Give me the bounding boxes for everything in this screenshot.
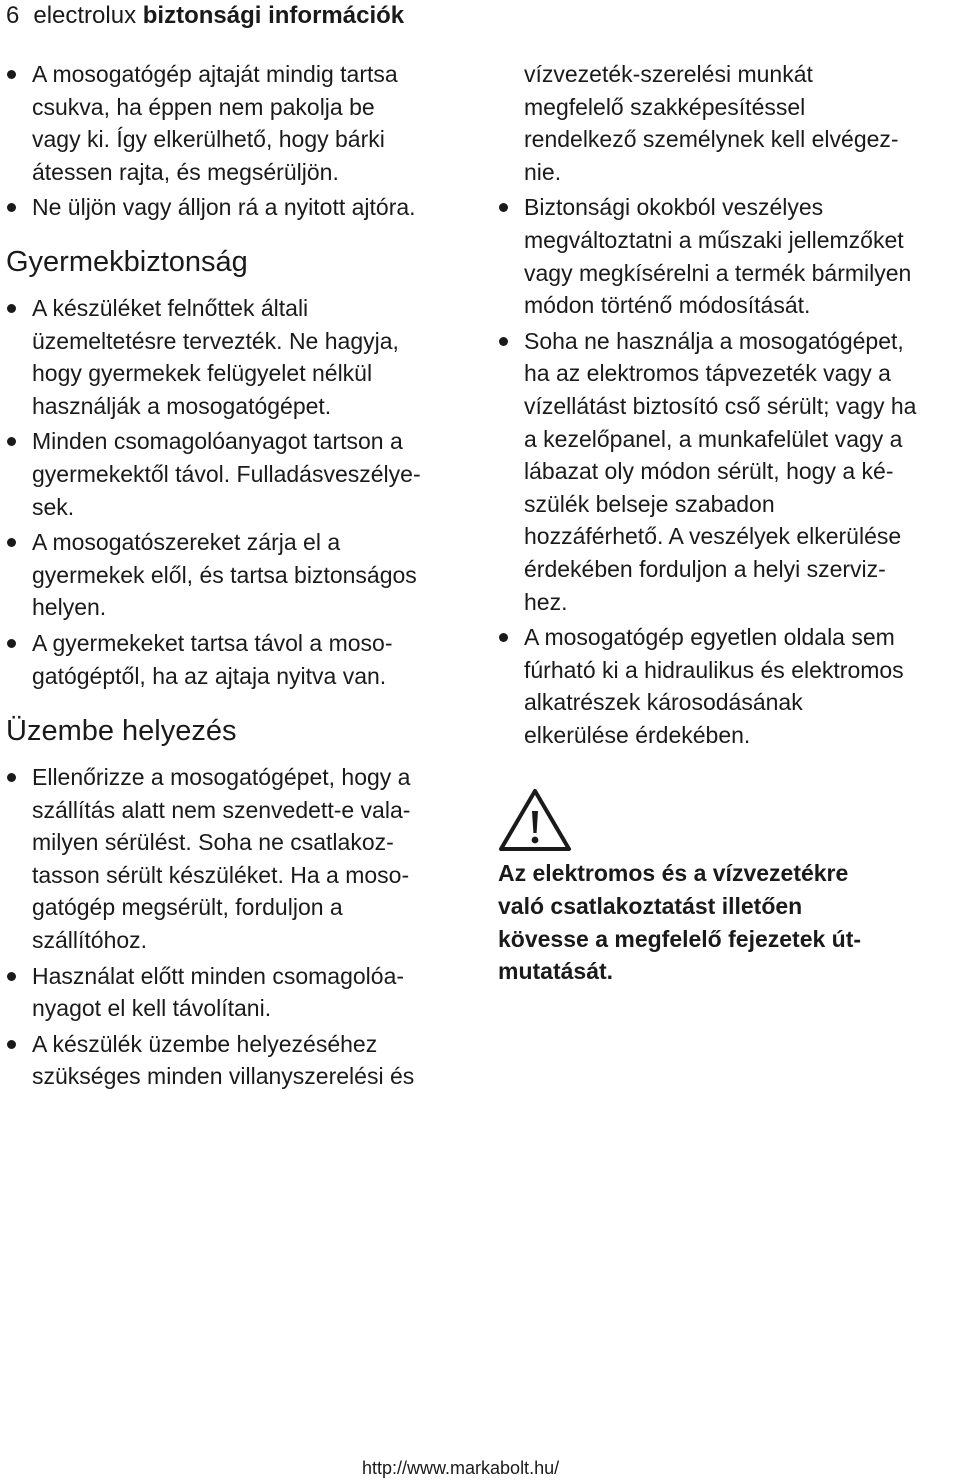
right-column	[498, 58, 960, 988]
list-item-text: A mosogatógép egyetlen oldala sem fúrható ki a hidraulikus és elektromos alkatrészek károsodásának elkerülése érdekében.	[524, 624, 904, 748]
footer-url[interactable]: http://www.markabolt.hu/	[362, 1458, 560, 1478]
bullet-icon	[7, 972, 16, 981]
list-item	[6, 191, 476, 224]
installation-list	[6, 761, 476, 1093]
continued-text: vízvezeték-szerelési munkát megfelelő szakképesítéssel rendelkező személynek kell elvégez- nie.	[524, 61, 899, 185]
list-item	[498, 325, 960, 618]
list-item-text: Biztonsági okokból veszélyes megváltoztatni a műszaki jellemzőket vagy megkísérelni a termék bármilyen módon történő módosítását.	[524, 194, 912, 319]
intro-list	[6, 58, 476, 224]
list-item-text: A készüléket felnőttek általi üzemeltetésre tervezték. Ne hagyja, hogy gyermekek felügyelet nélkül használják a mosogatógépet.	[32, 294, 399, 419]
list-item	[6, 627, 476, 692]
list-item-text: Soha ne használja a mosogatógépet, ha az elektromos tápvezeték vagy a vízellátást biztosító cső sérült; vagy ha a kezelőpanel, a munkafelület vagy a lábazat oly módon sérült, hogy a ké- szülék belseje szabadon hozzáférhető. A veszélyek elkerülése érdekében forduljon a helyi szerviz- hez.	[524, 327, 917, 615]
list-item-text: Ne üljön vagy álljon rá a nyitott ajtóra.	[32, 194, 416, 221]
page-header	[6, 0, 404, 32]
bullet-icon	[7, 773, 16, 782]
bullet-icon	[499, 203, 508, 212]
section-title: biztonsági információk	[142, 2, 405, 29]
list-item	[6, 526, 476, 624]
list-item	[498, 191, 960, 321]
bullet-icon	[7, 203, 16, 212]
bullet-icon	[499, 633, 508, 642]
bullet-icon	[7, 70, 16, 79]
list-item	[6, 960, 476, 1025]
child-safety-heading: Gyermekbiztonság	[6, 245, 248, 278]
list-item-text: A mosogatógép ajtaját mindig tartsa csukva, ha éppen nem pakolja be vagy ki. Így elkerülhető, hogy bárki átessen rajta, és megsérüljön.	[32, 61, 398, 185]
list-item-text: Minden csomagolóanyagot tartson a gyermekektől távol. Fulladásveszélye- sek.	[32, 428, 421, 520]
list-item-text: Használat előtt minden csomagolóa- nyagot el kell távolítani.	[32, 962, 405, 1022]
list-item	[498, 621, 960, 751]
bullet-icon	[499, 337, 508, 346]
page-number: 6	[6, 2, 20, 29]
bullet-icon	[7, 304, 16, 313]
bullet-icon	[7, 639, 16, 648]
list-item-text: Ellenőrizze a mosogatógépet, hogy a szállítás alatt nem szenvedett-e vala- milyen sérülést. Soha ne csatlakoz- tasson sérült készüléket. Ha a moso- gatógép megsérült, forduljon a szállítóhoz.	[32, 764, 411, 954]
brand-name: electrolux	[33, 2, 137, 29]
bullet-icon	[7, 437, 16, 446]
list-item	[6, 425, 476, 523]
warning-text: Az elektromos és a vízvezetékre való csatlakoztatást illetően kövesse a megfelelő fejezetek út- mutatását.	[498, 860, 862, 985]
list-item-text: A gyermekeket tartsa távol a moso- gatógéptől, ha az ajtaja nyitva van.	[32, 629, 393, 689]
list-item	[6, 1028, 476, 1093]
bullet-icon	[7, 538, 16, 547]
left-column	[6, 58, 476, 1096]
requirements-list	[498, 191, 960, 751]
installation-heading: Üzembe helyezés	[6, 715, 237, 748]
list-item-text: A mosogatószereket zárja el a gyermekek elől, és tartsa biztonságos helyen.	[32, 529, 417, 621]
list-item	[6, 292, 476, 422]
child-safety-list	[6, 292, 476, 692]
warning-triangle-icon	[498, 787, 572, 853]
list-item	[6, 58, 476, 188]
list-item-text: A készülék üzembe helyezéséhez szükséges minden villanyszerelési és	[32, 1030, 415, 1090]
list-item	[6, 761, 476, 957]
bullet-icon	[7, 1040, 16, 1049]
